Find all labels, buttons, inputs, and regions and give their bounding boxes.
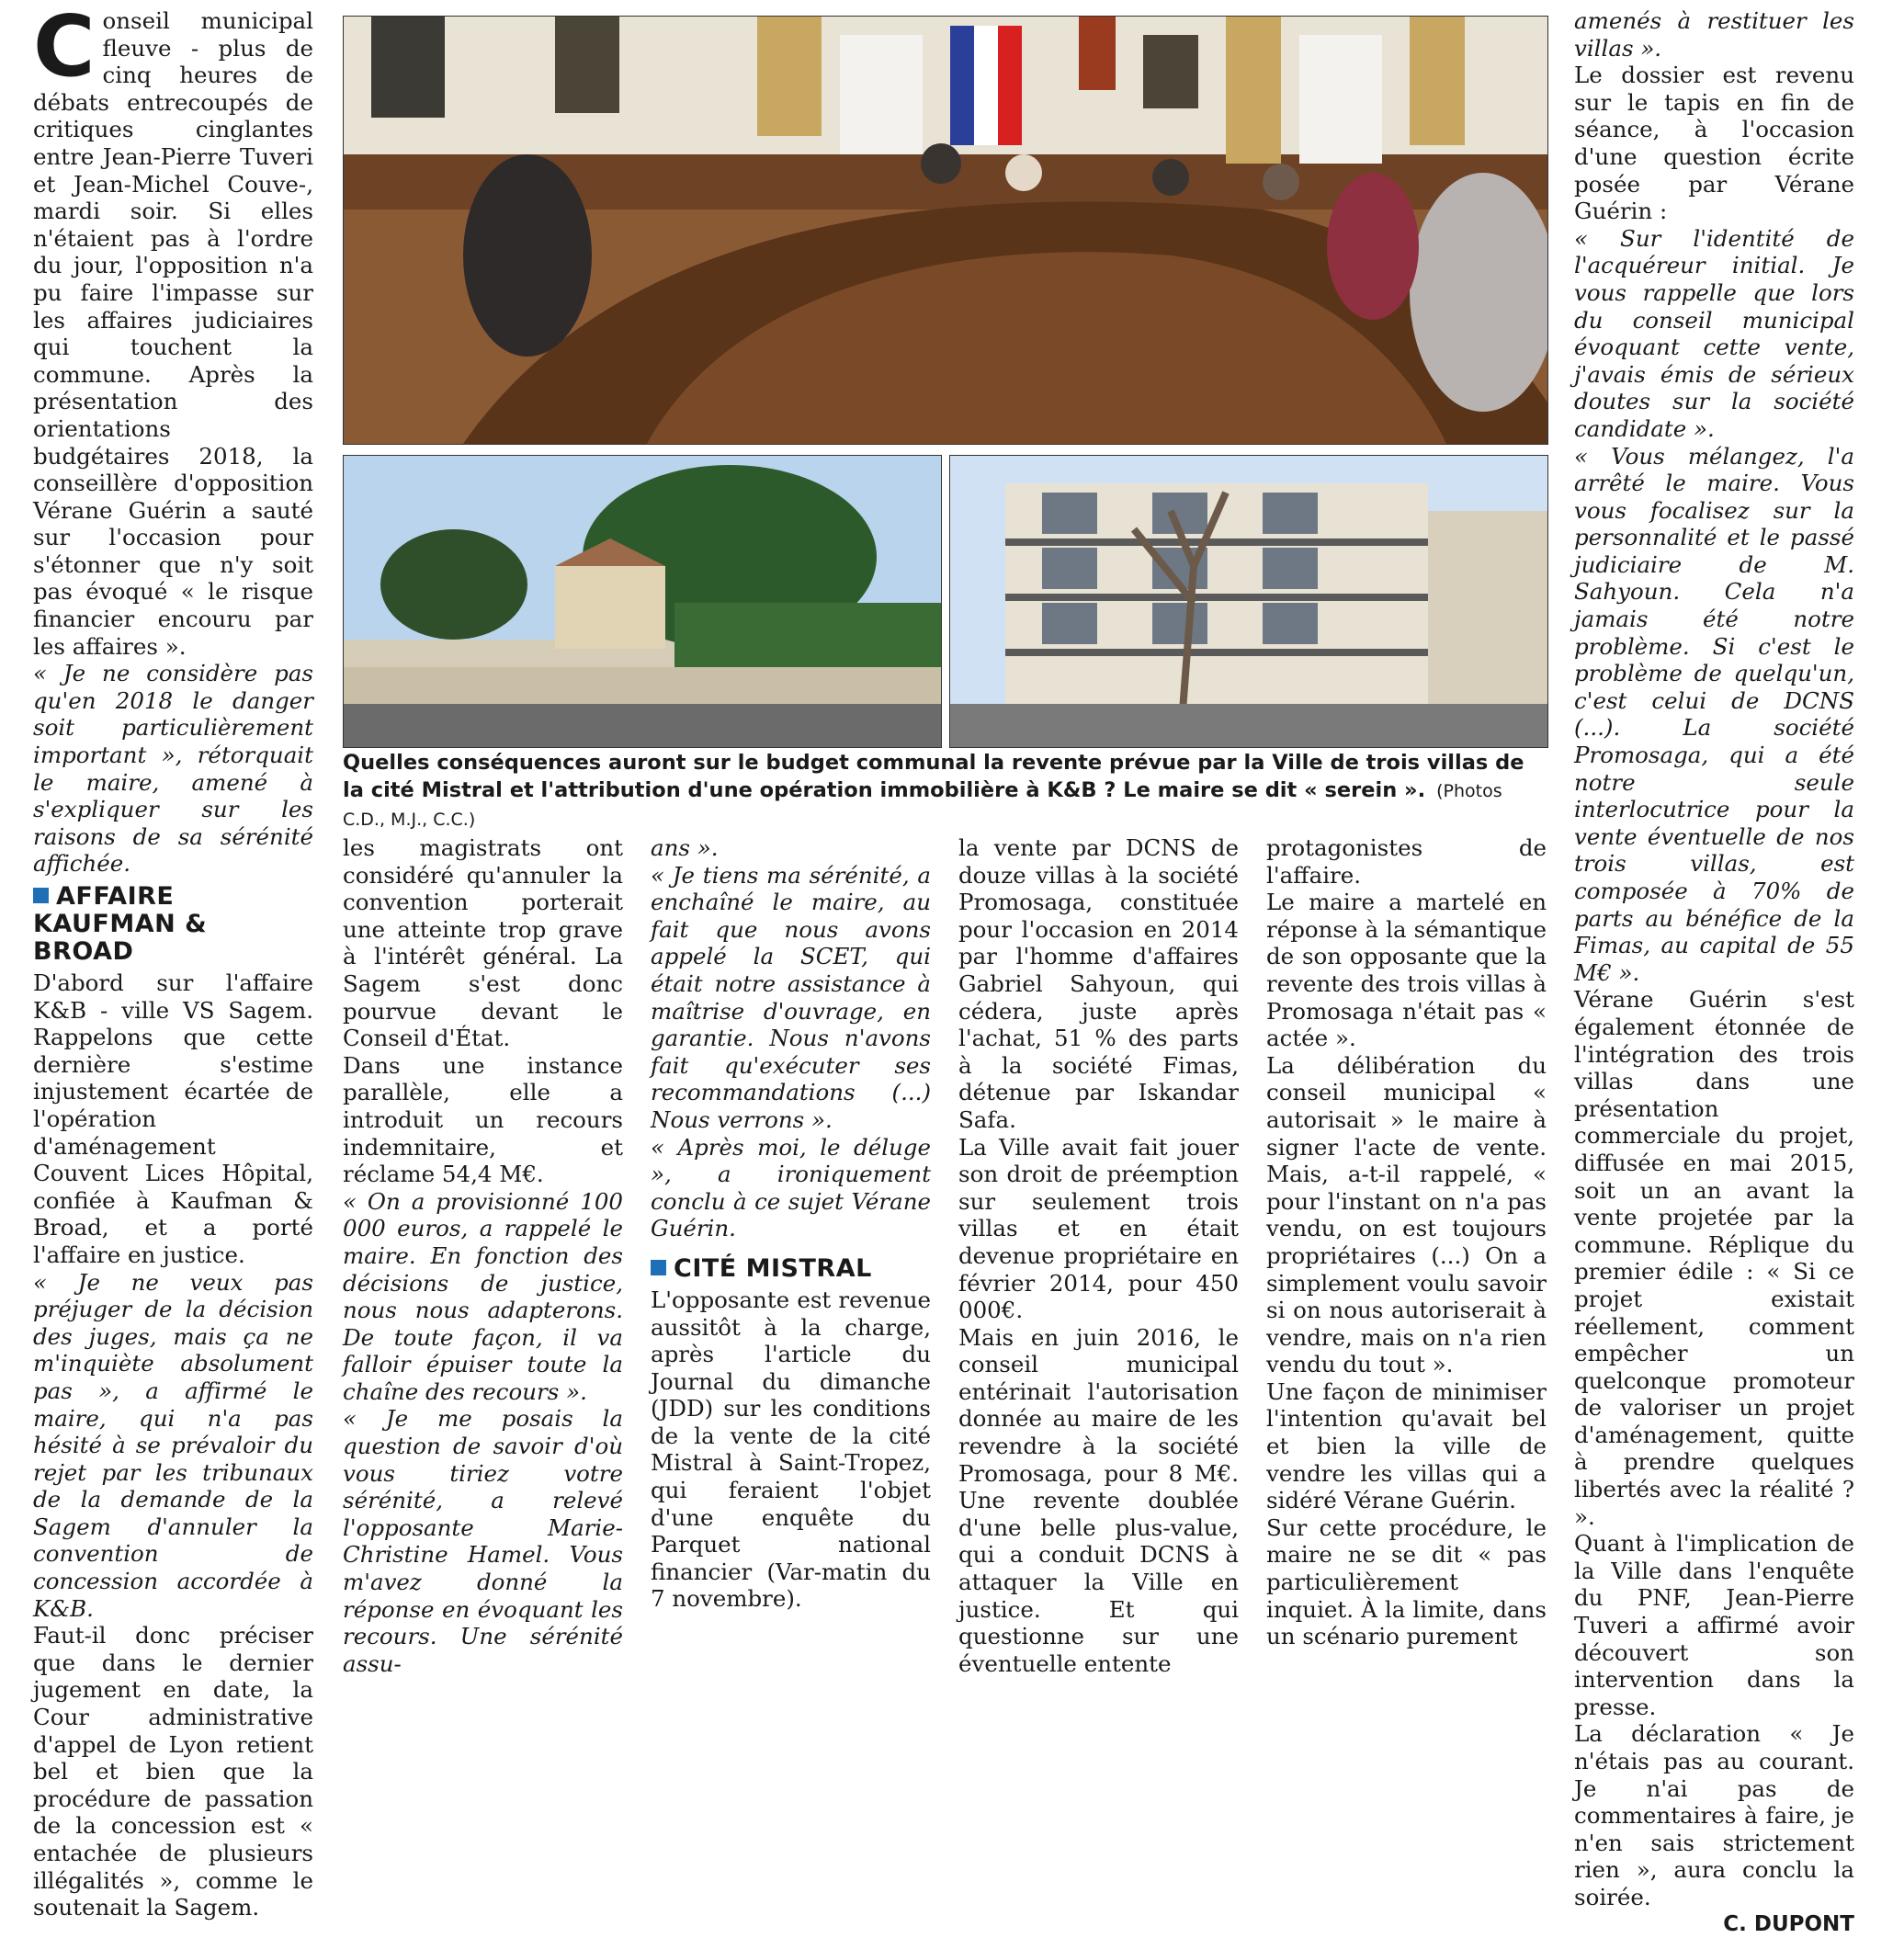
paragraph: La déclaration « Je n'étais pas au courant. Je n'ai pas de commentaires à faire, je n'en sais strictement rien », aura conclu la soirée. [1574, 1720, 1854, 1910]
apartment-building-image [950, 456, 1547, 747]
paragraph: La délibération du conseil municipal « autorisait » le maire à signer l'acte de vente. Mais, a-t-il rappelé, « pour l'instant on n'a pas vendu, on est toujours propriétaires (...) On a simplement voulu savoir si on nous autoriserait à vendre, mais on n'a rien vendu du tout ». [1266, 1051, 1547, 1378]
caption-text: Quelles conséquences auront sur le budget communal la revente prévue par la Ville de trois villas de la cité Mistral et l'attribution d'une opération immobilière à K&B ? Le maire se dit « serein ». [343, 751, 1524, 802]
paragraph: « On a provisionné 100 000 euros, a rappelé le maire. En fonction des décisions de justice, nous nous adapterons. De toute façon, il va falloir épuiser toute la chaîne des recours ». [343, 1187, 623, 1405]
paragraph: « Je me posais la question de savoir d'où vous tiriez votre sérénité, a relevé l'opposante Marie-Christine Hamel. Vous m'avez donné la réponse en évoquant les recours. Une sérénité assu- [343, 1405, 623, 1677]
article-column-2 [343, 834, 623, 1677]
article-column-1 [33, 0, 313, 1921]
photo-council-meeting [343, 16, 1548, 445]
article-column-3 [651, 834, 931, 1613]
intro-paragraph: Conseil municipal fleuve - plus de cinq heures de débats entrecoupés de critiques cinglantes entre Jean-Pierre Tuveri et Jean-Michel Couve-, mardi soir. Si elles n'étaient pas à l'ordre du jour, l'opposition n'a pu faire l'impasse sur les affaires judiciaires qui touchent la commune. Après la présentation des orientations budgétaires 2018, la conseillère d'opposition Vérane Guérin a sauté sur l'occasion pour s'étonner que n'y soit pas évoqué « le risque financier encouru par les affaires ». [33, 0, 313, 660]
paragraph: Vérane Guérin s'est également étonnée de l'intégration des trois villas dans une présentation commerciale du projet, diffusée en mai 2015, soit un an avant la vente projetée par la commune. Réplique du premier édile : « Si ce projet existait réellement, comment empêcher un quelconque promoteur de valoriser un projet d'aménagement, quitte à prendre quelques libertés avec la réalité ? ». [1574, 986, 1854, 1530]
paragraph: la vente par DCNS de douze villas à la société Promosaga, constituée pour l'occasion en 2014 par l'homme d'affaires Gabriel Sahyoun, qui cédera, juste après l'achat, 51 % des parts à la société Fimas, détenue par Iskandar Safa. [958, 834, 1239, 1133]
paragraph: « Après moi, le déluge », a ironiquement conclu à ce sujet Vérane Guérin. [651, 1133, 931, 1242]
council-meeting-image [344, 17, 1547, 444]
photo-caption [343, 749, 1547, 833]
paragraph: « Je ne considère pas qu'en 2018 le danger soit particulièrement important », rétorquait le maire, amené à s'expliquer sur les raisons de sa sérénité affichée. [33, 660, 313, 878]
section-heading-kaufman-broad: AFFAIRE KAUFMAN & BROAD [33, 882, 208, 966]
article-column-6 [1574, 7, 1854, 1938]
paragraph: « Je tiens ma sérénité, a enchaîné le maire, au fait que nous avons appelé la SCET, qui était notre assistance à maîtrise d'ouvrage, en garantie. Nous n'avons fait qu'exécuter ses recommandations (...) Nous verrons ». [651, 861, 931, 1133]
paragraph: amenés à restituer les villas ». [1574, 7, 1854, 62]
paragraph: Le dossier est revenu sur le tapis en fin de séance, à l'occasion d'une question écrite posée par Vérane Guérin : [1574, 62, 1854, 225]
paragraph: L'opposante est revenue aussitôt à la charge, après l'article du Journal du dimanche (JDD) sur les conditions de la vente de la cité Mistral à Saint-Tropez, qui feraient l'objet d'une enquête du Parquet national financier (Var-matin du 7 novembre). [651, 1286, 931, 1613]
paragraph: les magistrats ont considéré qu'annuler la convention porterait une atteinte trop grave à l'intérêt général. La Sagem s'est donc pourvue devant le Conseil d'État. [343, 834, 623, 1052]
photo-credit: (Photos C.D., M.J., C.C.) [343, 781, 1502, 830]
paragraph: Quant à l'implication de la Ville dans l'enquête du PNF, Jean-Pierre Tuveri a affirmé avoir découvert son intervention dans la presse. [1574, 1530, 1854, 1720]
paragraph: « Vous mélangez, l'a arrêté le maire. Vous vous focalisez sur la personnalité et le passé judiciaire de M. Sahyoun. Cela n'a jamais été notre problème. Si c'est le problème de quelqu'un, c'est celui de DCNS (...). La société Promosaga, qui a été notre seule interlocutrice pour la vente éventuelle de nos trois villas, est composée à 70% de parts au bénéfice de la Fimas, au capital de 55 M€ ». [1574, 442, 1854, 986]
paragraph: D'abord sur l'affaire K&B - ville VS Sagem. Rappelons que cette dernière s'estime injustement écartée de l'opération d'aménagement Couvent Lices Hôpital, confiée à Kaufman & Broad, et a porté l'affaire en justice. [33, 969, 313, 1268]
blue-square-icon [33, 888, 49, 903]
drop-cap: C [33, 0, 96, 96]
paragraph: « Sur l'identité de l'acquéreur initial. Je vous rappelle que lors du conseil municipal évoquant cette vente, j'avais émis de sérieux doutes sur la société candidate ». [1574, 224, 1854, 442]
paragraph: Mais en juin 2016, le conseil municipal entérinait l'autorisation donnée au maire de les revendre à la société Promosaga, pour 8 M€. Une revente doublée d'une belle plus-value, qui a conduit DCNS à attaquer la Ville en justice. Et qui questionne sur une éventuelle entente [958, 1323, 1239, 1677]
section-heading-cite-mistral: CITÉ MISTRAL [651, 1255, 931, 1283]
author-byline: C. DUPONT [1723, 1911, 1854, 1936]
villas-image [344, 456, 941, 747]
photo-villas-cite-mistral [343, 455, 942, 748]
paragraph: protagonistes de l'affaire. [1266, 834, 1547, 889]
paragraph: « Je ne veux pas préjuger de la décision des juges, mais ça ne m'inquiète absolument pas », a affirmé le maire, qui n'a pas hésité à se prévaloir du rejet par les tribunaux de la demande de la Sagem d'annuler la convention de concession accordée à K&B. [33, 1268, 313, 1622]
photo-apartment-building [949, 455, 1548, 748]
article-column-5 [1266, 834, 1547, 1650]
paragraph: Le maire a martelé en réponse à la sémantique de son opposante que la revente des trois villas à Promosaga n'était pas « actée ». [1266, 889, 1547, 1052]
article-column-4 [958, 834, 1239, 1677]
paragraph: Dans une instance parallèle, elle a introduit un recours indemnitaire, et réclame 54,4 M€. [343, 1051, 623, 1188]
paragraph: La Ville avait fait jouer son droit de préemption sur seulement trois villas et en était devenue propriétaire en février 2014, pour 450 000€. [958, 1133, 1239, 1324]
paragraph: Sur cette procédure, le maire ne se dit « pas particulièrement inquiet. À la limite, dans un scénario purement [1266, 1513, 1547, 1650]
paragraph: Faut-il donc préciser que dans le dernier jugement en date, la Cour administrative d'appel de Lyon retient bel et bien que la procédure de passation de la concession est « entachée de plusieurs illégalités », comme le soutenait la Sagem. [33, 1622, 313, 1921]
paragraph: ans ». [651, 834, 719, 861]
paragraph: Une façon de minimiser l'intention qu'avait bel et bien la ville de vendre les villas qui a sidéré Vérane Guérin. [1266, 1377, 1547, 1514]
blue-square-icon [651, 1260, 666, 1275]
